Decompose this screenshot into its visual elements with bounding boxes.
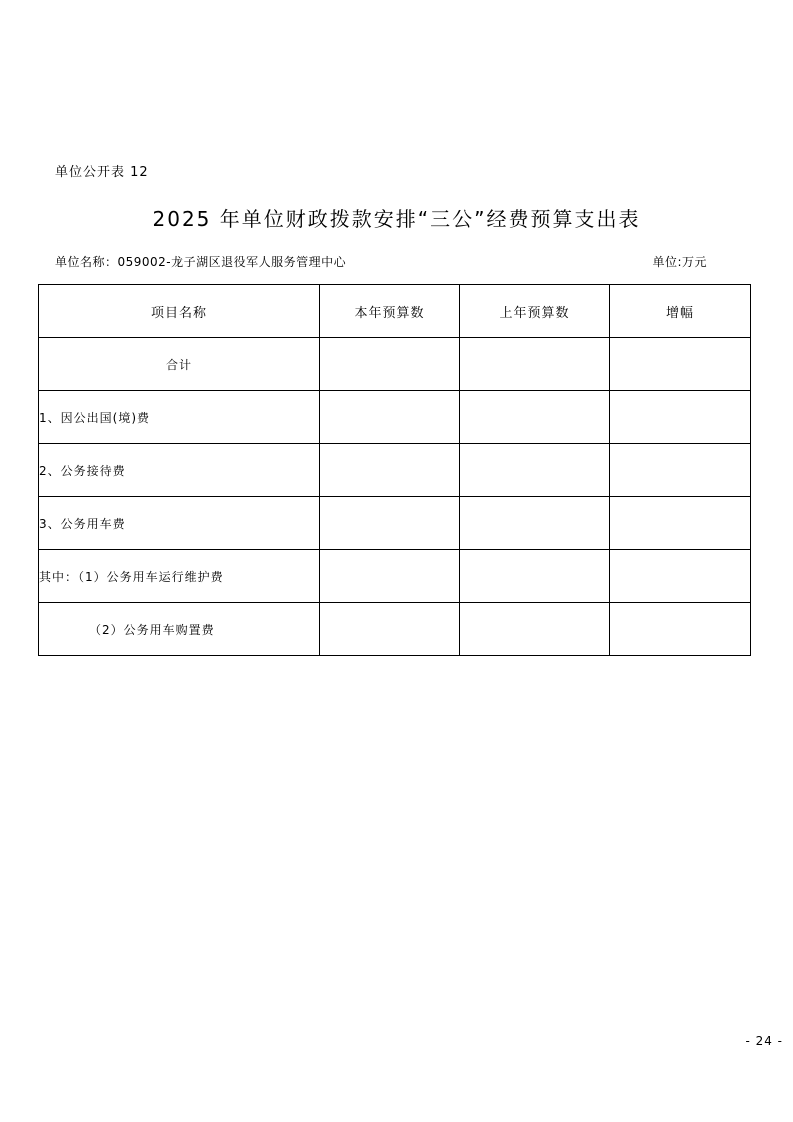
previous-budget-cell — [460, 391, 610, 444]
growth-cell — [610, 550, 751, 603]
previous-budget-cell — [460, 497, 610, 550]
current-budget-cell — [320, 497, 460, 550]
table-header-row — [39, 285, 751, 338]
growth-cell — [610, 444, 751, 497]
column-header-growth: 增幅 — [610, 285, 751, 338]
table-row-vehicle-purchase — [39, 603, 751, 656]
currency-unit-label: 单位:万元 — [652, 255, 707, 269]
row-name: 合计 — [39, 338, 320, 391]
growth-cell — [610, 603, 751, 656]
growth-cell — [610, 497, 751, 550]
page-number: - 24 - — [745, 1034, 783, 1048]
previous-budget-cell — [460, 338, 610, 391]
table-row-overseas-travel — [39, 391, 751, 444]
previous-budget-cell — [460, 444, 610, 497]
row-name: 3、公务用车费 — [39, 497, 320, 550]
page-title: 2025 年单位财政拨款安排“三公”经费预算支出表 — [152, 207, 641, 231]
current-budget-cell — [320, 550, 460, 603]
table-row-vehicle-operation — [39, 550, 751, 603]
previous-budget-cell — [460, 550, 610, 603]
table-row-official-reception — [39, 444, 751, 497]
previous-budget-cell — [460, 603, 610, 656]
current-budget-cell — [320, 338, 460, 391]
column-header-item-name: 项目名称 — [39, 285, 320, 338]
row-name: 其中：（1）公务用车运行维护费 — [39, 550, 320, 603]
row-name: 1、因公出国(境)费 — [39, 391, 320, 444]
current-budget-cell — [320, 444, 460, 497]
table-number: 单位公开表 12 — [55, 165, 149, 180]
table-row-official-vehicle — [39, 497, 751, 550]
row-name: 2、公务接待费 — [39, 444, 320, 497]
budget-table — [38, 284, 751, 656]
column-header-current-budget: 本年预算数 — [320, 285, 460, 338]
unit-name-label: 单位名称：059002-龙子湖区退役军人服务管理中心 — [55, 255, 347, 269]
row-name: （2）公务用车购置费 — [39, 603, 320, 656]
current-budget-cell — [320, 391, 460, 444]
growth-cell — [610, 391, 751, 444]
growth-cell — [610, 338, 751, 391]
column-header-previous-budget: 上年预算数 — [460, 285, 610, 338]
table-row-total — [39, 338, 751, 391]
current-budget-cell — [320, 603, 460, 656]
